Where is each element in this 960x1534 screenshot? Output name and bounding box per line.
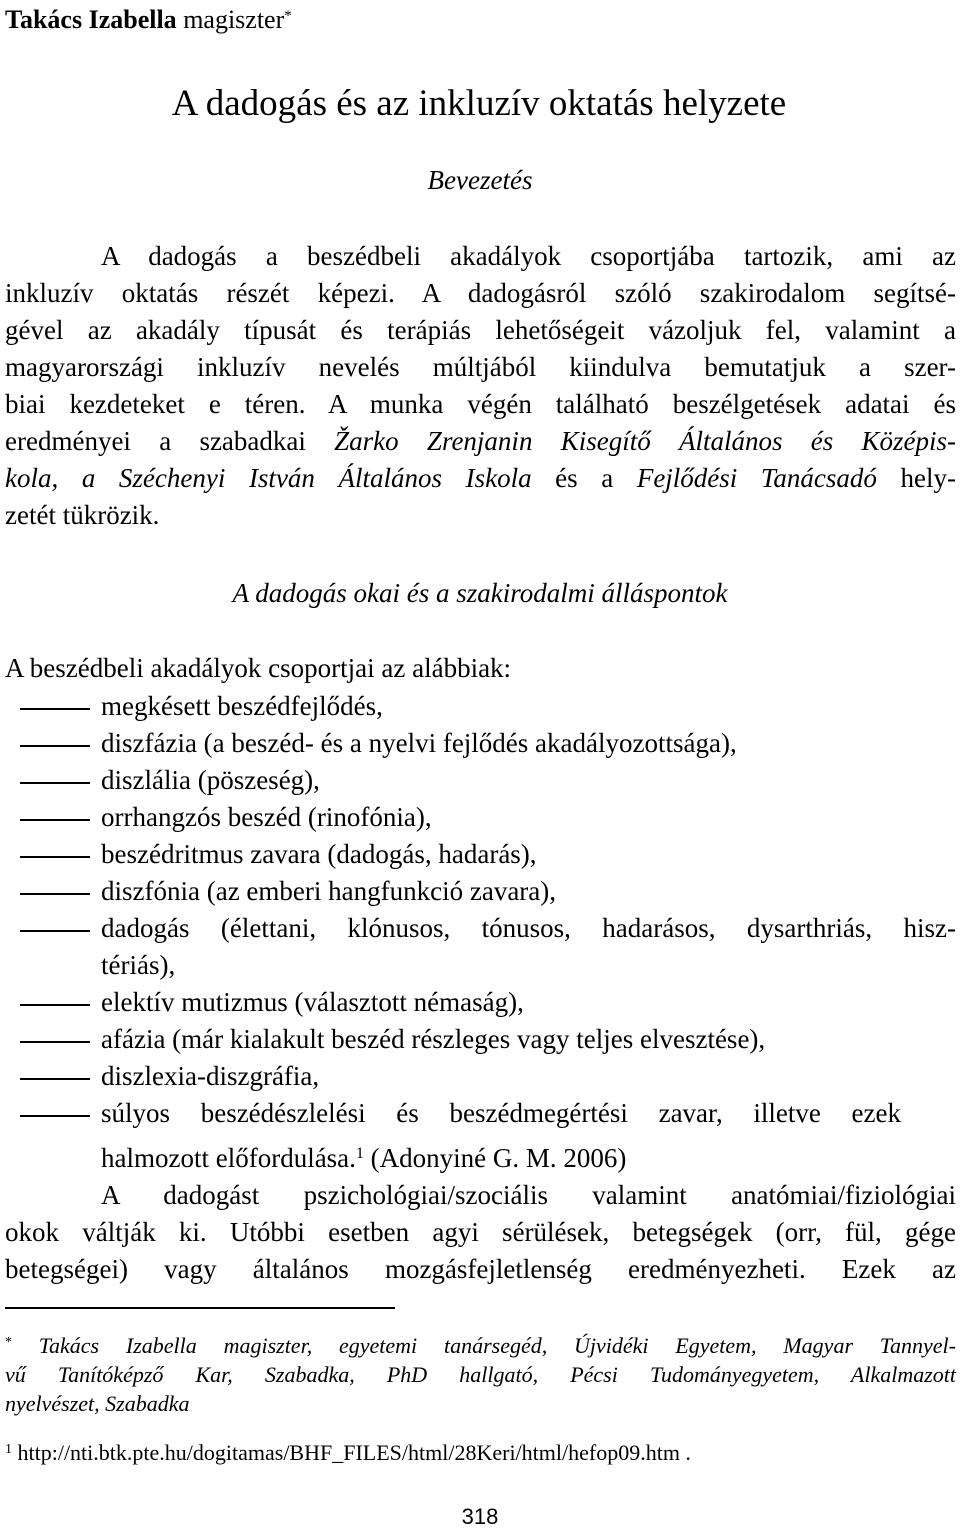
intro-line-7b: és a [531, 463, 637, 493]
footnote-url-text: http://nti.btk.pte.hu/dogitamas/BHF_FILES/html/28Keri/html/hefop09.htm . [12, 1440, 691, 1465]
footnote-author-line-2: vű Tanítóképző Kar, Szabadka, PhD hallgató, Pécsi Tudományegyetem, Alkalmazott [5, 1362, 956, 1387]
closing-line-1: A dadogást pszichológiai/szociális valamint anatómiai/fiziológiai [101, 1180, 956, 1210]
list-dash [20, 708, 90, 710]
closing-line-2: okok váltják ki. Utóbbi esetben agyi sérülések, betegségek (orr, fül, gége [5, 1217, 956, 1247]
footnote-ref-1: 1 [355, 1145, 364, 1162]
list-item: megkésett beszédfejlődés, [101, 691, 383, 721]
closing-line-3: betegségei) vagy általános mozgásfejletlenség eredményezheti. Ezek az [5, 1254, 956, 1284]
list-item: beszédritmus zavara (dadogás, hadarás), [101, 839, 537, 869]
list-item: diszfónia (az emberi hangfunkció zavara), [101, 876, 557, 906]
list-item: diszlexia-diszgráfia, [101, 1061, 320, 1091]
list-item: diszlália (pöszeség), [101, 765, 320, 795]
intro-line-7 [5, 460, 956, 497]
intro-line-6a: eredményei a szabadkai [5, 426, 335, 456]
list-item: dadogás (élettani, klónusos, tónusos, hadarásos, dysarthriás, hisz- [101, 913, 956, 943]
institution-name: Fejlődési Tanácsadó [636, 463, 877, 493]
list-dash [20, 1004, 90, 1006]
author-line [5, 0, 292, 40]
list-dash [20, 856, 90, 858]
section-heading-intro: Bevezetés [427, 165, 533, 195]
list-dash [20, 819, 90, 821]
footnote-author-line-3: nyelvészet, Szabadka [5, 1391, 190, 1416]
intro-line-2: inkluzív oktatás részét képezi. A dadogásról szóló szakirodalom segítsé- [5, 278, 956, 308]
list-item: elektív mutizmus (választott némaság), [101, 987, 524, 1017]
footnote-mark-1: 1 [5, 1442, 12, 1457]
list-item: diszfázia (a beszéd- és a nyelvi fejlődés akadályozottsága), [101, 728, 737, 758]
article-title-text: A dadogás és az inkluzív oktatás helyzete [171, 83, 787, 124]
footnote-author-text-1: Takács Izabella magiszter, egyetemi tanársegéd, Újvidéki Egyetem, Magyar Tannyel- [12, 1333, 956, 1358]
author-title: magiszter [176, 5, 285, 34]
intro-line-8: zetét tükrözik. [5, 500, 160, 530]
intro-line-3: gével az akadály típusát és terápiás lehetőségeit vázoljuk fel, valamint a [5, 315, 956, 345]
list-dash [20, 1115, 90, 1117]
list-dash [20, 893, 90, 895]
list-dash [20, 930, 90, 932]
list-intro: A beszédbeli akadályok csoportjai az alábbiak: [5, 653, 512, 683]
page-number: 318 [461, 1504, 499, 1529]
author-footnote-mark: * [284, 8, 292, 24]
footnote-author-line-1 [5, 1331, 956, 1360]
footnote-url [5, 1438, 691, 1467]
list-item-last-text: halmozott előfordulása. [101, 1143, 356, 1173]
list-item: súlyos beszédészlelési és beszédmegértési zavar, illetve ezek [101, 1098, 901, 1128]
intro-line-5: biai kezdeteket e téren. A munka végén található beszélgetések adatai és [5, 389, 956, 419]
article-title [0, 80, 960, 128]
list-item-continuation [101, 1140, 626, 1177]
list-dash [20, 745, 90, 747]
school-name-2: kola, a Széchenyi István Általános Iskola [5, 463, 532, 493]
intro-line-7d: hely- [876, 463, 956, 493]
list-dash [20, 1041, 90, 1043]
footnote-mark-star: * [5, 1335, 12, 1350]
citation: (Adonyiné G. M. 2006) [363, 1143, 627, 1173]
intro-line-6 [5, 423, 956, 460]
list-item: afázia (már kialakult beszéd részleges vagy teljes elvesztése), [101, 1024, 766, 1054]
list-dash [20, 782, 90, 784]
school-name-1: Žarko Zrenjanin Kisegítő Általános és Középis- [334, 426, 956, 456]
intro-line-4: magyarországi inkluzív nevelés múltjából kiindulva bemutatjuk a szer- [5, 352, 956, 382]
list-item: orrhangzós beszéd (rinofónia), [101, 802, 432, 832]
list-item-continuation: tériás), [101, 950, 176, 980]
section-heading-causes: A dadogás okai és a szakirodalmi álláspontok [232, 578, 728, 608]
list-dash [20, 1078, 90, 1080]
intro-line-1: A dadogás a beszédbeli akadályok csoportjába tartozik, ami az [101, 241, 956, 271]
footnote-separator [5, 1307, 395, 1309]
author-name: Takács Izabella [5, 5, 177, 34]
